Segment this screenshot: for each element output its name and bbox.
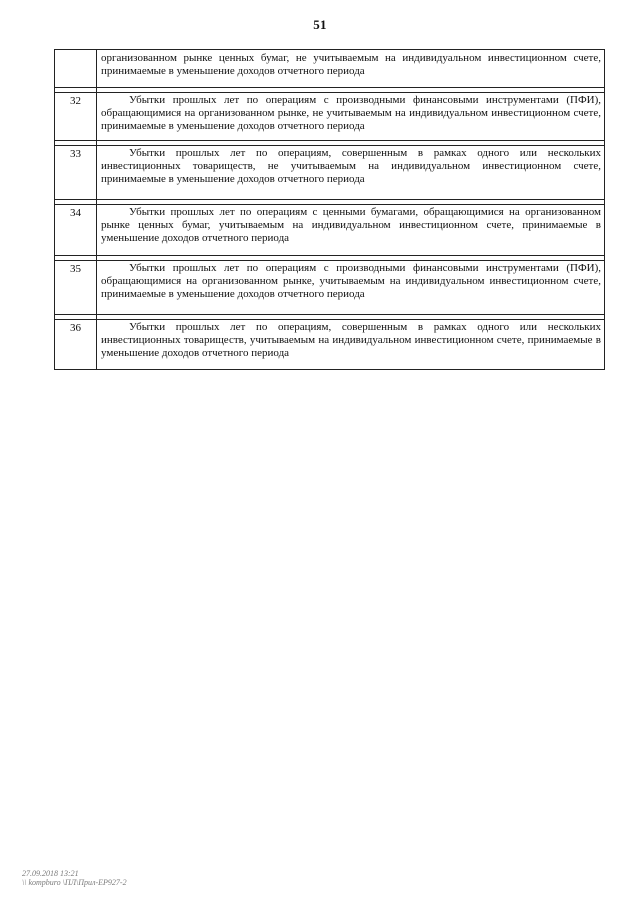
row-number: 34	[70, 207, 81, 219]
row-text: Убытки прошлых лет по операциям с ценными бумагами, обращающимися на организованном рынке ценных бумаг, учитываемым на индивидуальном инвестиционном счете, принимаемые в уменьшение доходов отчетного периода	[101, 206, 601, 244]
row-text: Убытки прошлых лет по операциям, совершенным в рамках одного или нескольких инвестиционных товариществ, учитываемым на индивидуальном инвестиционном счете, принимаемые в уменьшение доходов отчетного периода	[101, 321, 601, 359]
row-number: 32	[70, 95, 81, 107]
row-number-cell	[55, 146, 97, 200]
table-row	[55, 93, 605, 141]
row-number-cell	[55, 320, 97, 370]
row-text-cell	[97, 261, 605, 315]
table-row	[55, 205, 605, 256]
row-number-cell	[55, 93, 97, 141]
row-number: 35	[70, 263, 81, 275]
table-row	[55, 50, 605, 88]
row-text: Убытки прошлых лет по операциям, совершенным в рамках одного или нескольких инвестиционных товариществ, не учитываемым на индивидуальном инвестиционном счете, принимаемые в уменьшение доходов отчетного периода	[101, 147, 601, 185]
row-text-cell	[97, 205, 605, 256]
row-number: 33	[70, 148, 81, 160]
row-text: Убытки прошлых лет по операциям с производными финансовыми инструментами (ПФИ), обращающимися на организованном рынке, учитываемым на индивидуальном инвестиционном счете, принимаемые в уменьшение доходов отчетного периода	[101, 262, 601, 300]
loss-items-table	[54, 49, 605, 370]
file-path: \\ kompburo \ПЛ\Прил-ЕР927-2	[22, 878, 127, 887]
table-row	[55, 146, 605, 200]
row-text-cell	[97, 93, 605, 141]
row-number-cell	[55, 205, 97, 256]
page-number: 51	[313, 17, 327, 32]
row-text-cell	[97, 50, 605, 88]
row-number: 36	[70, 322, 81, 334]
row-text: организованном рынке ценных бумаг, не учитываемым на индивидуальном инвестиционном счете, принимаемые в уменьшение доходов отчетного периода	[101, 52, 601, 77]
print-timestamp: 27.09.2018 13:21	[22, 869, 79, 878]
row-number	[55, 50, 96, 52]
row-number-cell	[55, 50, 97, 88]
print-footer	[22, 869, 127, 887]
row-text-cell	[97, 320, 605, 370]
row-number-cell	[55, 261, 97, 315]
row-text-cell	[97, 146, 605, 200]
row-text: Убытки прошлых лет по операциям с производными финансовыми инструментами (ПФИ), обращающимися на организованном рынке, не учитываемым на индивидуальном инвестиционном счете, принимаемые в уменьшение доходов отчетного периода	[101, 94, 601, 132]
table-row	[55, 261, 605, 315]
table-row	[55, 320, 605, 370]
